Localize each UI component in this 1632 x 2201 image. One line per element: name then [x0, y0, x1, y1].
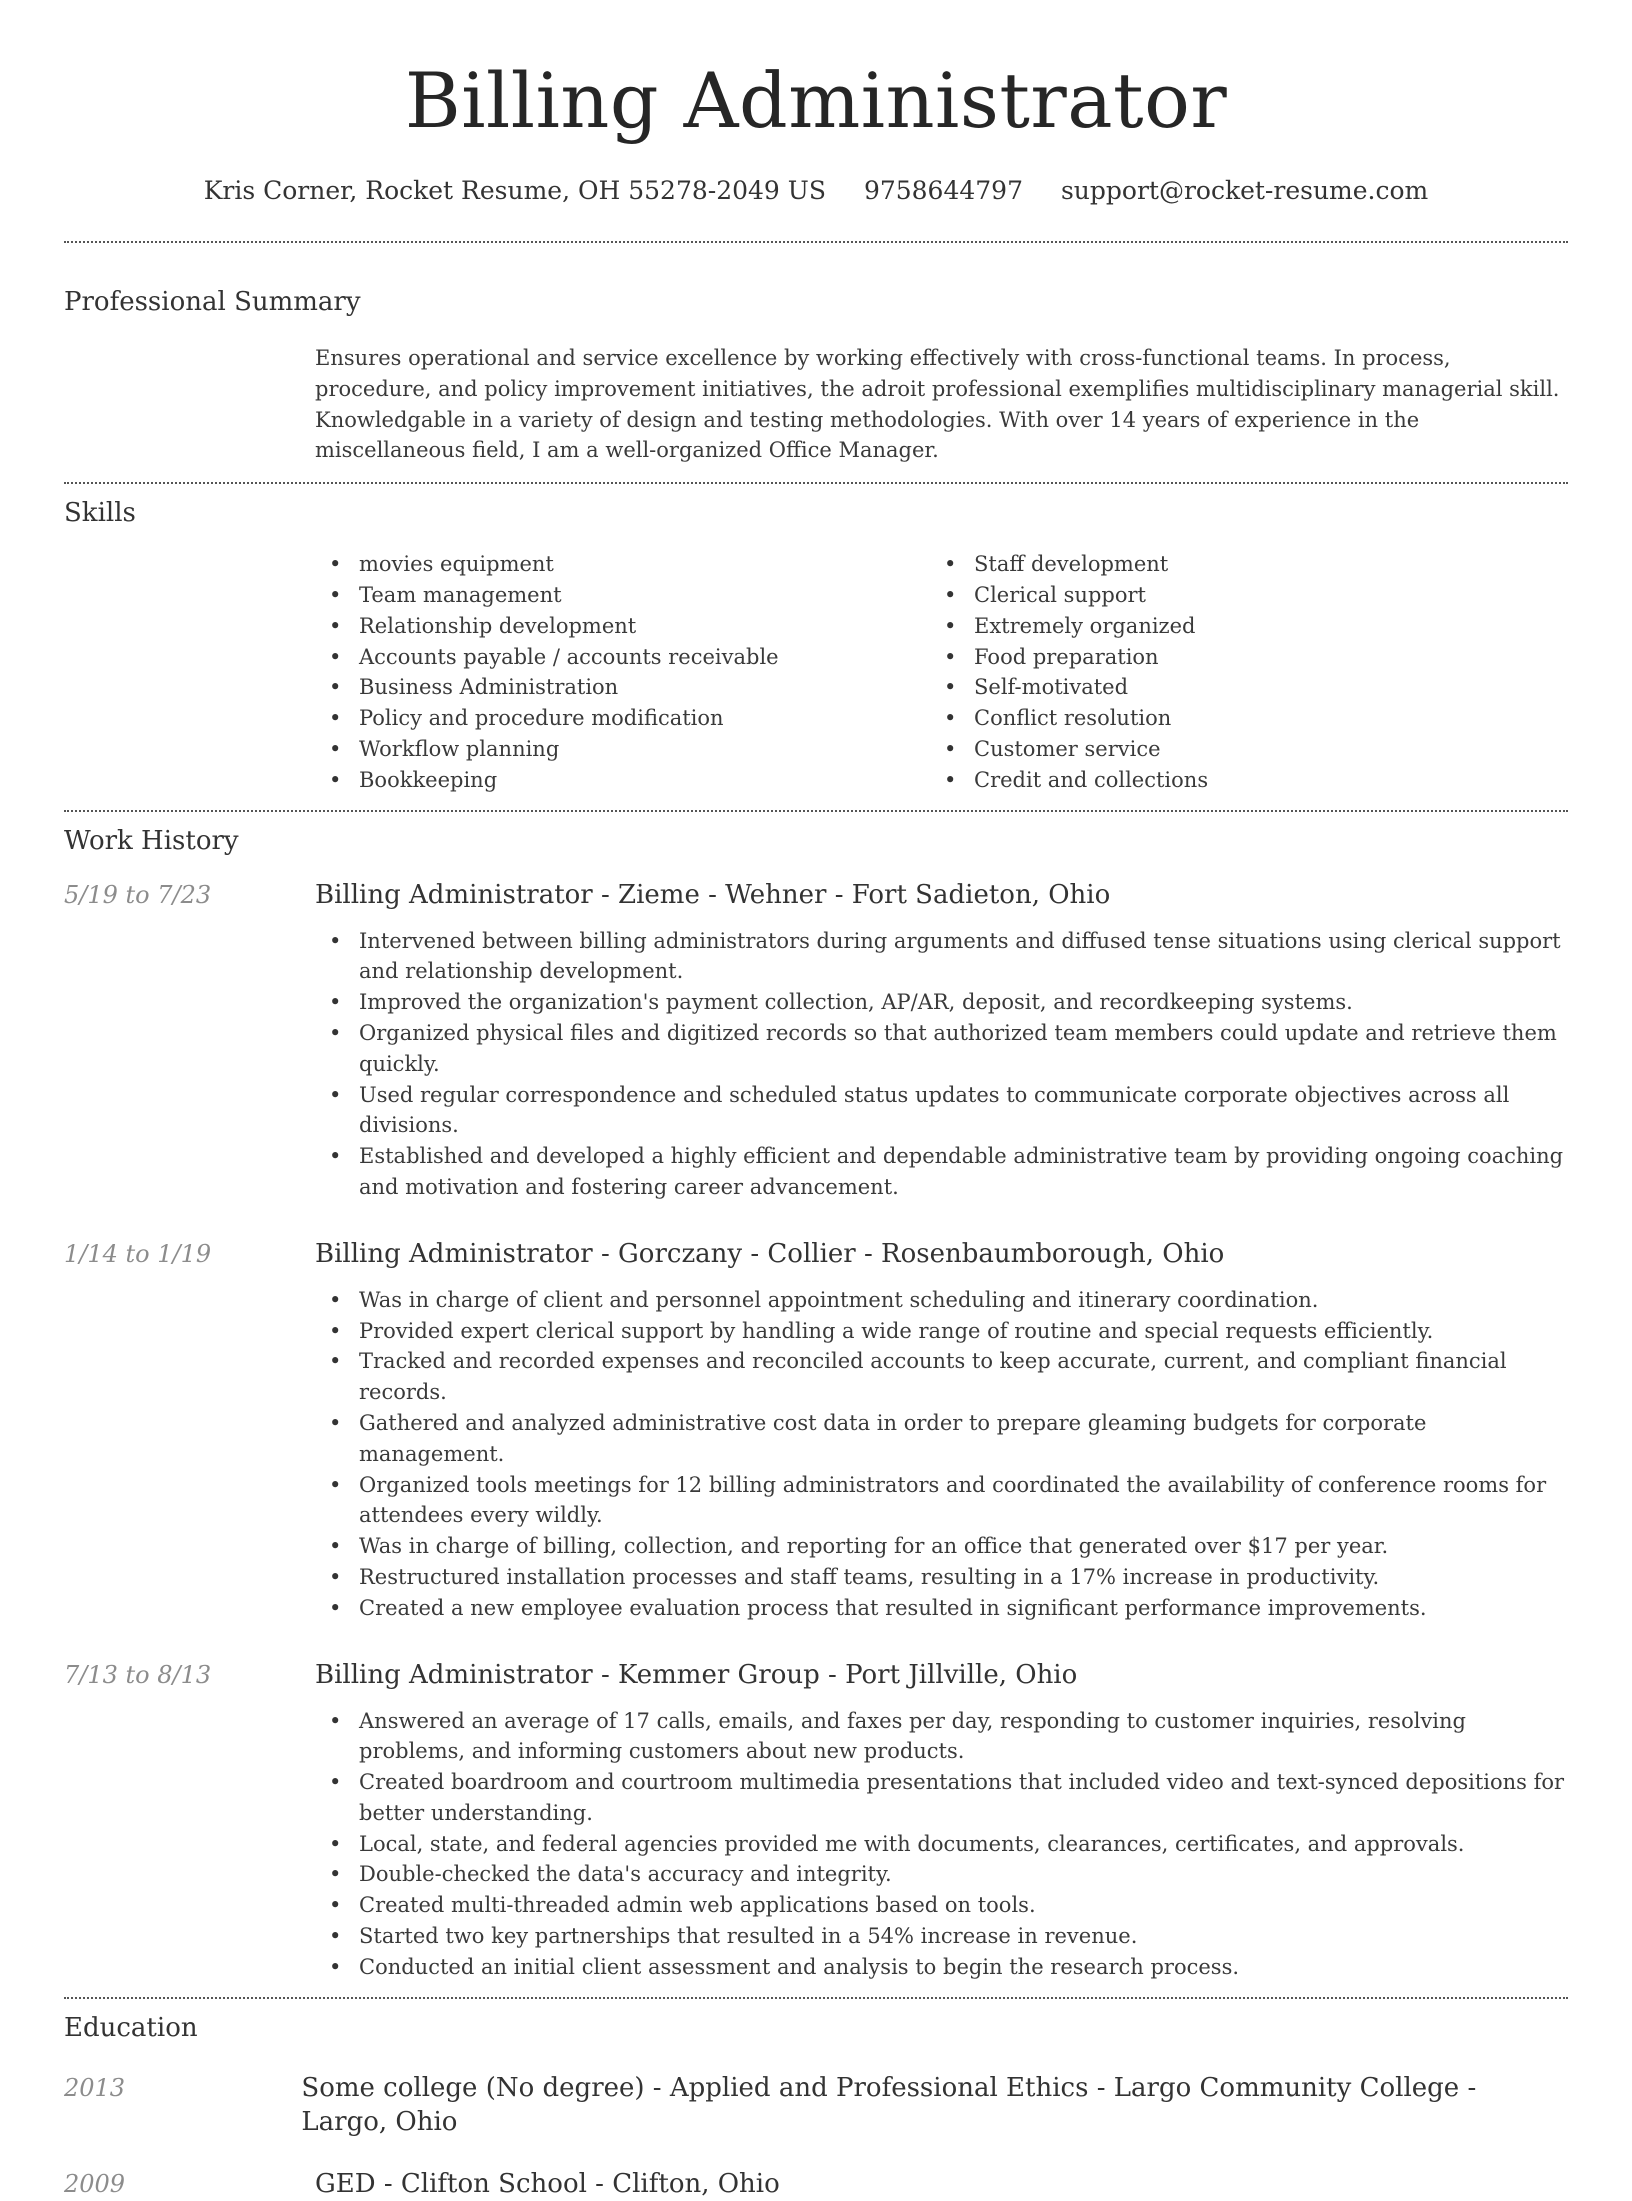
job-entry: [64, 878, 1568, 1203]
contact-address: Kris Corner, Rocket Resume, OH 55278-2049 US: [203, 176, 826, 205]
education-year: 2013: [64, 2073, 126, 2102]
job-bullets: [315, 926, 1567, 1203]
job-bullet: • Improved the organization's payment collection, AP/AR, deposit, and recordkeeping systems.: [315, 987, 1567, 1018]
section-divider: [64, 810, 1568, 812]
skill-item: • Conflict resolution: [930, 703, 1545, 734]
contact-email: support@rocket-resume.com: [1060, 176, 1429, 205]
skills-list: [315, 549, 1567, 795]
job-title: Billing Administrator - Gorczany - Collier - Rosenbaumborough, Ohio: [315, 1238, 1225, 1269]
job-bullet: • Double-checked the data's accuracy and integrity.: [315, 1859, 1567, 1890]
job-bullet: • Organized tools meetings for 12 billing administrators and coordinated the availability of conference rooms for attendees every wildly.: [315, 1470, 1567, 1532]
job-dates: 7/13 to 8/13: [64, 1660, 212, 1689]
job-entry: [64, 1237, 1568, 1624]
job-header: [64, 1237, 1568, 1271]
education-entry: [64, 2167, 1568, 2201]
summary-heading: Professional Summary: [64, 287, 361, 317]
job-bullet: • Answered an average of 17 calls, emails, and faxes per day, responding to customer inquiries, resolving problems, and informing customers about new products.: [315, 1706, 1567, 1768]
section-divider: [64, 482, 1568, 484]
contact-phone: 9758644797: [863, 176, 1023, 205]
education-title: Some college (No degree) - Applied and Professional Ethics - Largo Community College - Largo, Ohio: [301, 2072, 1477, 2137]
education-heading: Education: [64, 2012, 198, 2043]
skill-item: • Credit and collections: [930, 765, 1545, 796]
job-header: [64, 878, 1568, 912]
skill-item: • Workflow planning: [315, 734, 930, 765]
skill-item: • movies equipment: [315, 549, 930, 580]
skill-item: • Relationship development: [315, 611, 930, 642]
job-dates: 1/14 to 1/19: [64, 1239, 212, 1268]
job-bullet: • Tracked and recorded expenses and reconciled accounts to keep accurate, current, and compliant financial records.: [315, 1346, 1567, 1408]
skill-item: • Clerical support: [930, 580, 1545, 611]
skill-item: • Team management: [315, 580, 930, 611]
job-bullet: • Started two key partnerships that resulted in a 54% increase in revenue.: [315, 1921, 1567, 1952]
education-year: 2009: [64, 2169, 126, 2198]
job-bullet: • Conducted an initial client assessment and analysis to begin the research process.: [315, 1952, 1567, 1983]
job-header: [64, 1658, 1568, 1692]
job-bullet: • Created boardroom and courtroom multimedia presentations that included video and text-synced depositions for better understanding.: [315, 1767, 1567, 1829]
job-bullet: • Created a new employee evaluation process that resulted in significant performance improvements.: [315, 1593, 1567, 1624]
job-bullet: • Was in charge of billing, collection, and reporting for an office that generated over $17 per year.: [315, 1531, 1567, 1562]
job-bullet: • Established and developed a highly efficient and dependable administrative team by providing ongoing coaching and motivation and fostering career advancement.: [315, 1141, 1567, 1203]
work-history-heading: Work History: [64, 825, 239, 856]
job-bullet: • Created multi-threaded admin web applications based on tools.: [315, 1890, 1567, 1921]
skill-item: • Business Administration: [315, 672, 930, 703]
summary-text: Ensures operational and service excellence by working effectively with cross-functional teams. In process, procedure, and policy improvement initiatives, the adroit professional exemplifies multidisciplinary managerial skill. Knowledgable in a variety of design and testing methodologies. With over 14 years of experience in the miscellaneous field, I am a well-organized Office Manager.: [315, 346, 1560, 463]
skills-column-right: [930, 549, 1545, 795]
contact-line: [64, 175, 1568, 207]
section-divider: [64, 241, 1568, 243]
skill-item: • Self-motivated: [930, 672, 1545, 703]
job-bullet: • Used regular correspondence and scheduled status updates to communicate corporate objectives across all divisions.: [315, 1080, 1567, 1142]
job-bullet: • Organized physical files and digitized records so that authorized team members could update and retrieve them quickly.: [315, 1018, 1567, 1080]
skill-item: • Extremely organized: [930, 611, 1545, 642]
job-bullet: • Local, state, and federal agencies provided me with documents, clearances, certificates, and approvals.: [315, 1829, 1567, 1860]
job-entry: [64, 1658, 1568, 1983]
education-entry: [64, 2071, 1568, 2139]
job-dates: 5/19 to 7/23: [64, 880, 212, 909]
job-bullet: • Provided expert clerical support by handling a wide range of routine and special requests efficiently.: [315, 1316, 1567, 1347]
job-bullets: [315, 1706, 1567, 1983]
job-bullet: • Gathered and analyzed administrative cost data in order to prepare gleaming budgets for corporate management.: [315, 1408, 1567, 1470]
skills-heading: Skills: [64, 498, 136, 529]
job-bullet: • Intervened between billing administrators during arguments and diffused tense situations using clerical support and relationship development.: [315, 926, 1567, 988]
skill-item: • Staff development: [930, 549, 1545, 580]
job-bullet: • Was in charge of client and personnel appointment scheduling and itinerary coordination.: [315, 1285, 1567, 1316]
job-bullets: [315, 1285, 1567, 1624]
skill-item: • Policy and procedure modification: [315, 703, 930, 734]
job-bullet: • Restructured installation processes and staff teams, resulting in a 17% increase in productivity.: [315, 1562, 1567, 1593]
skill-item: • Bookkeeping: [315, 765, 930, 796]
skill-item: • Food preparation: [930, 642, 1545, 673]
skill-item: • Accounts payable / accounts receivable: [315, 642, 930, 673]
section-divider: [64, 1997, 1568, 1999]
job-title: Billing Administrator - Zieme - Wehner - Fort Sadieton, Ohio: [315, 879, 1111, 910]
skills-column-left: [315, 549, 930, 795]
skill-item: • Customer service: [930, 734, 1545, 765]
education-title: GED - Clifton School - Clifton, Ohio: [315, 2168, 780, 2199]
resume-title: Billing Administrator: [404, 56, 1228, 145]
job-title: Billing Administrator - Kemmer Group - Port Jillville, Ohio: [315, 1659, 1078, 1690]
